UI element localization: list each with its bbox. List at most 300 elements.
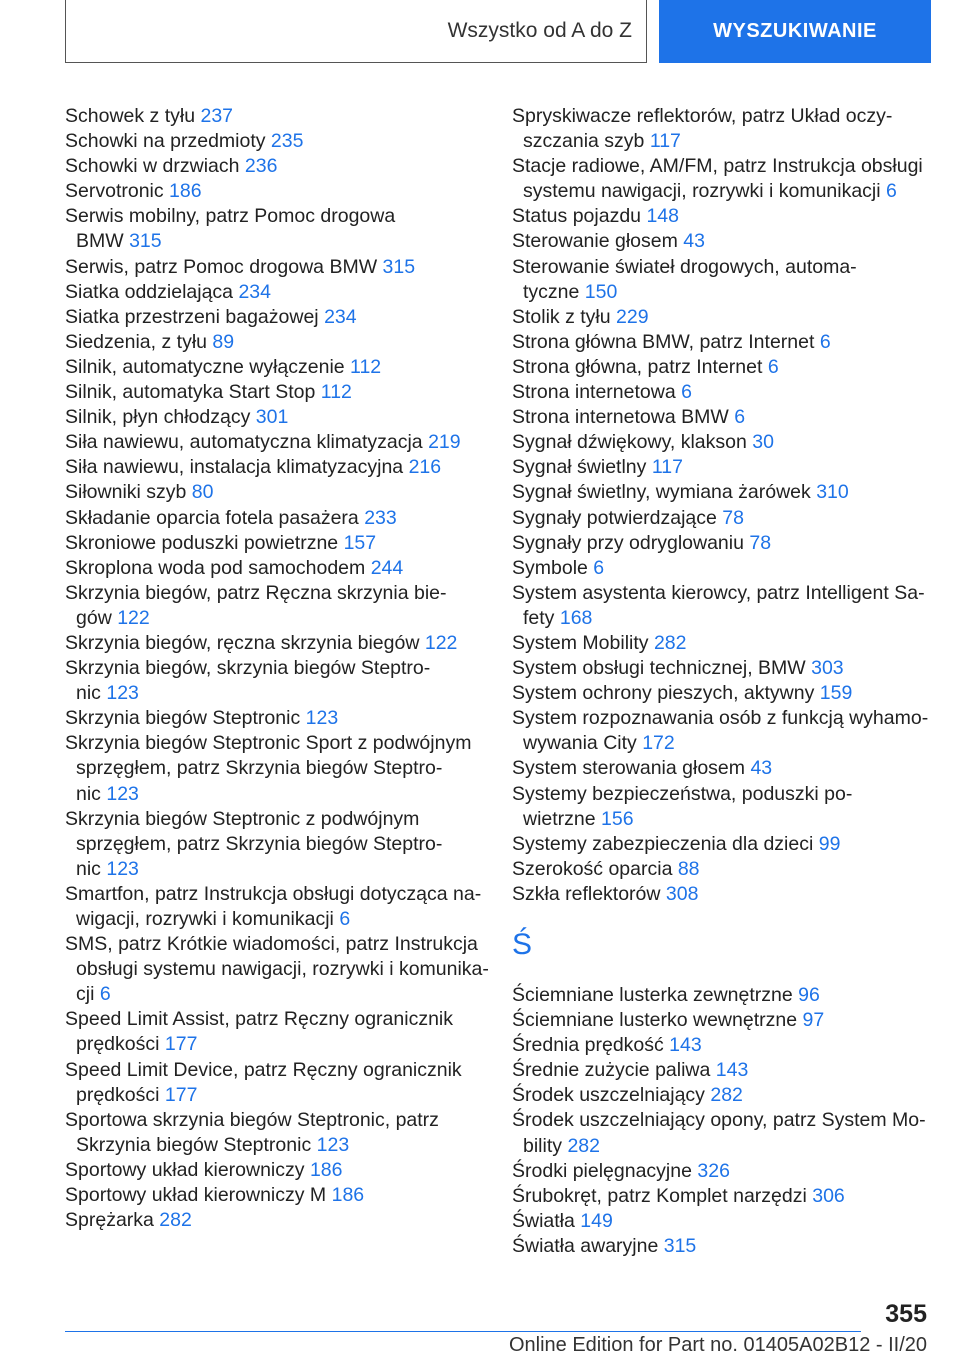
- index-entry-text: Siatka przestrzeni bagażowej: [65, 305, 325, 328]
- index-entry: [512, 983, 922, 1008]
- page-reference-link[interactable]: 236: [244, 155, 278, 178]
- index-entry: [512, 706, 929, 756]
- page-reference-link[interactable]: 159: [819, 682, 853, 705]
- index-entry: [512, 556, 922, 581]
- index-entry-text: System obsługi technicznej, BMW: [512, 657, 812, 680]
- index-entry-text: Szerokość oparcia: [512, 857, 678, 880]
- index-entry-line: [65, 832, 480, 857]
- page-reference-link[interactable]: 282: [567, 1134, 600, 1157]
- index-column-right: [512, 104, 929, 1259]
- index-column-left: [65, 104, 489, 1233]
- page-reference-link[interactable]: 235: [270, 130, 304, 153]
- index-entry: [512, 656, 922, 681]
- index-entry-text: Sportowa skrzynia biegów Steptronic, patrz: [65, 1108, 439, 1131]
- index-entry-line: [512, 581, 925, 606]
- index-entry: [512, 832, 922, 857]
- index-entry: [512, 1033, 922, 1058]
- index-entry-text: Sportowy układ kierowniczy: [65, 1158, 310, 1181]
- page-reference-link[interactable]: 157: [343, 531, 377, 554]
- page-reference-link[interactable]: 301: [255, 406, 289, 429]
- index-entry-line: [512, 832, 922, 857]
- header-tabs: [65, 0, 931, 63]
- index-entry-line: [65, 556, 480, 581]
- index-entry-text: Siła nawiewu, automatyczna klimatyzacja: [65, 431, 429, 454]
- index-entry: [512, 204, 922, 229]
- tab-search[interactable]: WYSZUKIWANIE: [659, 0, 931, 63]
- index-entry-text: Smartfon, patrz Instrukcja obsługi dotycząca na-: [65, 882, 482, 905]
- index-entry-text: Strona główna, patrz Internet: [512, 355, 768, 378]
- index-entry-line: [65, 229, 480, 254]
- index-entry-line: [512, 1108, 926, 1133]
- index-entry-line: [512, 706, 929, 731]
- index-entry-line: [65, 606, 480, 631]
- index-entry-line: [512, 1234, 922, 1259]
- index-entry-text: szczania szyb: [523, 130, 650, 153]
- index-entry: [65, 380, 480, 405]
- index-entry-line: [512, 104, 922, 129]
- page-reference-link[interactable]: 234: [238, 280, 271, 303]
- index-entry-line: [512, 556, 922, 581]
- index-entry-text: Sygnał świetlny, wymiana żarówek: [512, 481, 817, 504]
- index-entry-text: Światła: [512, 1209, 581, 1232]
- index-entry-text: sprzęgłem, patrz Skrzynia biegów Steptro-: [76, 757, 443, 780]
- index-entry-text: Sterowanie świateł drogowych, automa-: [512, 255, 857, 278]
- index-entry: [65, 1208, 480, 1233]
- index-entry-text: prędkości: [76, 1033, 165, 1056]
- index-entry-text: cji: [76, 983, 100, 1006]
- page-reference-link[interactable]: 303: [811, 657, 844, 680]
- index-entry-text: sprzęgłem, patrz Skrzynia biegów Steptro-: [76, 832, 443, 855]
- index-entry: [65, 255, 480, 280]
- page-reference-link[interactable]: 233: [364, 506, 397, 529]
- index-entry-line: [512, 405, 922, 430]
- page-reference-link[interactable]: 308: [665, 882, 699, 905]
- page-reference-link[interactable]: 89: [212, 330, 235, 353]
- index-entry-line: [512, 756, 922, 781]
- index-entry-line: [512, 807, 922, 832]
- index-entry-line: [512, 857, 922, 882]
- index-entry-text: System Mobility: [512, 631, 654, 654]
- index-entry: [65, 405, 480, 430]
- index-entry-line: [65, 480, 480, 505]
- index-entry-line: [512, 480, 922, 505]
- index-entry-text: System rozpoznawania osób z funkcją wyhamo-: [512, 707, 929, 730]
- page-reference-link[interactable]: 80: [191, 481, 214, 504]
- page-reference-link[interactable]: 244: [370, 556, 404, 579]
- index-entry: [65, 882, 480, 932]
- page-reference-link[interactable]: 177: [164, 1083, 198, 1106]
- index-entry-text: Skrzynia biegów, ręczna skrzynia biegów: [65, 631, 425, 654]
- index-entry-text: Siedzenia, z tyłu: [65, 330, 213, 353]
- page-reference-link[interactable]: 6: [734, 406, 746, 429]
- index-entry: [65, 280, 480, 305]
- page-reference-link[interactable]: 6: [767, 355, 779, 378]
- index-entry-line: [65, 330, 480, 355]
- index-entry-text: Skrzynia biegów Steptronic: [76, 1133, 317, 1156]
- index-entry-text: Strona internetowa: [512, 381, 682, 404]
- index-entry-line: [512, 681, 922, 706]
- index-entry-line: [65, 405, 480, 430]
- index-entry-text: Serwis, patrz Pomoc drogowa BMW: [65, 255, 383, 278]
- page-reference-link[interactable]: 6: [593, 556, 605, 579]
- index-entry-text: Stacje radiowe, AM/FM, patrz Instrukcja obsługi: [512, 155, 923, 178]
- index-entry: [65, 305, 480, 330]
- index-entry: [512, 1083, 922, 1108]
- index-entry-text: Skrzynia biegów Steptronic z podwójnym: [65, 807, 420, 830]
- index-entry: [512, 355, 922, 380]
- page-number: 355: [885, 1300, 927, 1328]
- page-reference-link[interactable]: 96: [798, 984, 820, 1006]
- index-entry-text: Systemy zabezpieczenia dla dzieci: [512, 832, 819, 855]
- index-entry-text: Siatka oddzielająca: [65, 280, 239, 303]
- page-reference-link[interactable]: 219: [428, 431, 461, 454]
- page-reference-link[interactable]: 315: [663, 1234, 697, 1257]
- index-entry-line: [65, 506, 480, 531]
- footer-divider: [65, 1331, 861, 1332]
- index-entry-text: nic: [76, 857, 107, 880]
- index-entry-line: [512, 1134, 922, 1159]
- tab-a-to-z[interactable]: Wszystko od A do Z: [65, 0, 647, 63]
- index-entry: [65, 1183, 480, 1208]
- index-entry: [65, 581, 480, 631]
- index-entry: [65, 154, 480, 179]
- index-entry-text: Środki pielęgnacyjne: [512, 1159, 698, 1182]
- index-entry-line: [512, 983, 922, 1008]
- page-reference-link[interactable]: 122: [117, 606, 150, 629]
- index-entry-text: Speed Limit Device, patrz Ręczny ogranicznik: [65, 1058, 462, 1081]
- index-entry-text: Systemy bezpieczeństwa, poduszki po-: [512, 782, 853, 805]
- index-entry-text: System sterowania głosem: [512, 757, 751, 780]
- index-entry-line: [512, 1159, 922, 1184]
- index-entry-text: Strona główna BMW, patrz Internet: [512, 330, 820, 353]
- index-entry: [512, 455, 922, 480]
- page-reference-link[interactable]: 30: [752, 431, 774, 454]
- index-entry-line: [512, 255, 922, 280]
- index-entry-text: Strona internetowa BMW: [512, 406, 735, 429]
- index-entry: [65, 355, 480, 380]
- index-entry-text: Speed Limit Assist, patrz Ręczny ogranicznik: [65, 1008, 454, 1031]
- index-entry-line: [512, 1083, 922, 1108]
- index-entry-text: Skrzynia biegów, skrzynia biegów Steptro-: [65, 657, 431, 680]
- page-reference-link[interactable]: 112: [320, 381, 352, 404]
- index-entry-text: systemu nawigacji, rozrywki i komunikacji: [523, 180, 887, 203]
- index-entry-text: Ściemniane lusterka zewnętrzne: [512, 984, 799, 1006]
- page-reference-link[interactable]: 177: [164, 1033, 198, 1056]
- index-entry-text: Serwis mobilny, patrz Pomoc drogowa: [65, 205, 396, 228]
- index-entry-line: [512, 531, 922, 556]
- index-entry: [512, 1209, 922, 1234]
- index-list-left: [65, 104, 489, 1233]
- page-reference-link[interactable]: 123: [305, 707, 339, 730]
- page-reference-link[interactable]: 306: [812, 1184, 845, 1207]
- index-entry-line: [512, 355, 922, 380]
- page-reference-link[interactable]: 216: [408, 456, 442, 479]
- index-entry-line: [65, 204, 480, 229]
- index-entry: [512, 782, 922, 832]
- page-reference-link[interactable]: 282: [159, 1209, 192, 1232]
- index-entry-text: wietrzne: [523, 807, 602, 830]
- index-entry-line: [65, 1032, 480, 1057]
- index-entry-line: [65, 430, 480, 455]
- page-reference-link[interactable]: 43: [750, 757, 773, 780]
- index-entry: [512, 104, 922, 154]
- index-entry: [65, 631, 480, 656]
- page-reference-link[interactable]: 88: [677, 857, 700, 880]
- index-entry-text: Średnia prędkość: [512, 1034, 670, 1057]
- page-reference-link[interactable]: 150: [584, 280, 618, 303]
- index-entry-text: Silnik, płyn chłodzący: [65, 406, 256, 429]
- index-entry: [65, 480, 480, 505]
- page-reference-link[interactable]: 282: [710, 1084, 743, 1107]
- page-reference-link[interactable]: 310: [816, 481, 849, 504]
- index-entry-line: [512, 631, 922, 656]
- page-reference-link[interactable]: 234: [324, 305, 357, 328]
- index-entry: [512, 857, 922, 882]
- index-entry-line: [65, 681, 480, 706]
- page-reference-link[interactable]: 6: [886, 180, 897, 203]
- index-entry-line: [65, 882, 480, 907]
- index-entry-text: Sygnał świetlny: [512, 456, 652, 479]
- section-letter: Ś: [512, 928, 533, 961]
- index-entry-line: [65, 731, 480, 756]
- page-reference-link[interactable]: 186: [169, 180, 202, 203]
- index-entry: [512, 1184, 922, 1209]
- index-entry-text: BMW: [76, 230, 130, 253]
- index-entry: [65, 1058, 480, 1108]
- page-reference-link[interactable]: 6: [339, 908, 351, 930]
- index-entry-text: Skroplona woda pod samochodem: [65, 556, 371, 579]
- index-entry-line: [512, 280, 922, 305]
- index-entry-line: [65, 179, 480, 204]
- index-entry: [512, 581, 925, 631]
- page-reference-link[interactable]: 229: [616, 305, 649, 328]
- index-entry-line: [65, 280, 480, 305]
- index-entry-text: Skrzynia biegów, patrz Ręczna skrzynia bie-: [65, 581, 447, 604]
- index-entry-text: Stolik z tyłu: [512, 305, 617, 328]
- page-reference-link[interactable]: 282: [653, 631, 687, 654]
- index-entry: [512, 631, 922, 656]
- index-entry: [512, 255, 922, 305]
- index-entry: [65, 204, 480, 254]
- index-entry-text: Sygnały przy odryglowaniu: [512, 531, 750, 554]
- page-reference-link[interactable]: 186: [331, 1184, 365, 1207]
- page-reference-link[interactable]: 172: [642, 732, 675, 755]
- index-entry-line: [65, 1007, 480, 1032]
- index-entry: [65, 179, 480, 204]
- index-entry-text: Składanie oparcia fotela pasażera: [65, 506, 365, 529]
- index-entry-line: [65, 631, 480, 656]
- index-entry: [65, 1158, 480, 1183]
- index-entry-line: [512, 380, 922, 405]
- index-entry-text: Skrzynia biegów Steptronic: [65, 707, 306, 730]
- index-entry: [65, 656, 480, 706]
- index-entry-text: Silnik, automatyka Start Stop: [65, 381, 321, 404]
- page-reference-link[interactable]: 123: [316, 1133, 350, 1156]
- index-entry-line: [65, 1058, 480, 1083]
- index-entry: [65, 807, 480, 882]
- index-entry-line: [65, 380, 480, 405]
- index-entry-line: [512, 229, 922, 254]
- index-entry-text: Ściemniane lusterko wewnętrzne: [512, 1009, 803, 1032]
- index-entry-text: SMS, patrz Krótkie wiadomości, patrz Instrukcja: [65, 933, 478, 956]
- index-entry-text: Światła awaryjne: [512, 1234, 664, 1257]
- index-entry-text: Sportowy układ kierowniczy M: [65, 1184, 332, 1207]
- index-entry-text: nic: [76, 682, 107, 705]
- page-reference-link[interactable]: 168: [559, 606, 593, 629]
- index-entry-line: [512, 1008, 922, 1033]
- index-entry-text: Szkła reflektorów: [512, 882, 666, 905]
- index-entry-line: [512, 330, 922, 355]
- index-entry-line: [512, 455, 922, 480]
- index-entry-text: Średnie zużycie paliwa: [512, 1059, 716, 1082]
- index-entry-text: wywania City: [523, 732, 643, 755]
- index-entry-text: Schowki na przedmioty: [65, 130, 271, 153]
- index-entry-line: [512, 782, 922, 807]
- index-entry: [65, 531, 480, 556]
- index-entry-text: tyczne: [523, 280, 585, 303]
- index-entry-text: fety: [523, 606, 560, 629]
- index-entry-line: [512, 1209, 922, 1234]
- page-reference-link[interactable]: 117: [651, 456, 683, 479]
- index-entry: [512, 531, 922, 556]
- index-entry-text: System asystenta kierowcy, patrz Intelligent Sa-: [512, 581, 925, 604]
- index-entry-text: Symbole: [512, 556, 594, 579]
- index-entry-text: Sprężarka: [65, 1209, 160, 1232]
- index-entry-line: [65, 1133, 480, 1158]
- index-entry-text: obsługi systemu nawigacji, rozrywki i komunika-: [76, 958, 489, 981]
- page-reference-link[interactable]: 143: [669, 1034, 702, 1057]
- page-reference-link[interactable]: 123: [106, 782, 139, 805]
- index-entry-text: Środek uszczelniający opony, patrz System Mo-: [512, 1109, 926, 1132]
- index-entry-line: [65, 104, 480, 129]
- page-reference-link[interactable]: 237: [200, 105, 234, 127]
- index-entry-line: [65, 857, 480, 882]
- index-entry-line: [512, 1058, 922, 1083]
- index-entry: [512, 154, 922, 204]
- index-entry: [512, 756, 922, 781]
- index-entry-line: [65, 756, 480, 781]
- index-entry-text: nic: [76, 782, 107, 805]
- index-list-section: [512, 983, 926, 1259]
- index-entry-line: [65, 907, 480, 932]
- page-reference-link[interactable]: 6: [99, 983, 111, 1006]
- index-entry-line: [65, 581, 480, 606]
- page-reference-link[interactable]: 78: [722, 506, 744, 529]
- index-entry-line: [512, 506, 922, 531]
- page-reference-link[interactable]: 43: [683, 230, 705, 253]
- footer-edition: Online Edition for Part no. 01405A02B12 - II/20: [508, 1334, 927, 1356]
- index-entry-line: [65, 807, 480, 832]
- index-entry: [65, 129, 480, 154]
- index-entry-text: prędkości: [76, 1083, 165, 1106]
- index-entry-line: [65, 932, 480, 957]
- index-entry-line: [512, 882, 922, 907]
- index-entry-text: Śrubokręt, patrz Komplet narzędzi: [512, 1184, 813, 1207]
- index-entry-text: Skrzynia biegów Steptronic Sport z podwójnym: [65, 732, 472, 755]
- index-entry-line: [65, 656, 480, 681]
- index-entry: [512, 882, 922, 907]
- index-entry: [512, 480, 922, 505]
- index-entry-line: [65, 305, 480, 330]
- index-entry-text: Servotronic: [65, 180, 170, 203]
- index-entry-line: [512, 179, 922, 204]
- index-entry: [512, 1008, 922, 1033]
- page-reference-link[interactable]: 6: [681, 381, 692, 404]
- index-entry-line: [512, 656, 922, 681]
- page-reference-link[interactable]: 123: [106, 857, 139, 880]
- index-entry-text: Skroniowe poduszki powietrzne: [65, 531, 344, 554]
- index-entry: [65, 932, 489, 1007]
- index-entry-text: Siłowniki szyb: [65, 481, 192, 504]
- index-entry-line: [65, 706, 480, 731]
- index-entry-text: Schowek z tyłu: [65, 105, 201, 127]
- index-entry-text: System ochrony pieszych, aktywny: [512, 682, 820, 705]
- page-reference-link[interactable]: 315: [382, 255, 416, 278]
- index-entry-line: [65, 1158, 480, 1183]
- index-entry: [512, 1058, 922, 1083]
- index-entry-text: Siła nawiewu, instalacja klimatyzacyjna: [65, 456, 409, 479]
- index-entry: [65, 506, 480, 531]
- page-reference-link[interactable]: 156: [601, 807, 634, 830]
- index-list-right: [512, 104, 929, 907]
- index-entry: [65, 1108, 480, 1158]
- index-entry-text: Status pojazdu: [512, 205, 647, 228]
- index-entry: [512, 380, 922, 405]
- page-reference-link[interactable]: 99: [818, 832, 841, 855]
- index-entry-line: [512, 154, 922, 179]
- index-entry-text: Sygnały potwierdzające: [512, 506, 723, 529]
- index-entry-line: [65, 1208, 480, 1233]
- page-reference-link[interactable]: 315: [129, 230, 162, 253]
- index-entry-text: Spryskiwacze reflektorów, patrz Układ oczy-: [512, 105, 893, 127]
- index-entry-line: [512, 204, 922, 229]
- page-reference-link[interactable]: 149: [580, 1209, 613, 1232]
- index-entry-line: [512, 1033, 922, 1058]
- index-entry-line: [512, 1184, 922, 1209]
- index-entry: [512, 405, 922, 430]
- index-entry: [512, 430, 922, 455]
- index-entry: [65, 455, 480, 480]
- index-entry-line: [65, 982, 480, 1007]
- index-entry-line: [65, 129, 480, 154]
- index-entry-text: Sterowanie głosem: [512, 230, 684, 253]
- page-reference-link[interactable]: 78: [749, 531, 772, 554]
- index-entry: [65, 706, 480, 731]
- page-reference-link[interactable]: 117: [649, 130, 681, 153]
- index-entry-line: [65, 455, 480, 480]
- index-entry-text: Środek uszczelniający: [512, 1084, 711, 1107]
- page-reference-link[interactable]: 6: [819, 330, 831, 353]
- page-reference-link[interactable]: 123: [106, 682, 139, 705]
- page-reference-link[interactable]: 97: [802, 1009, 825, 1032]
- index-entry-line: [65, 957, 489, 982]
- index-entry: [512, 305, 922, 330]
- index-entry: [65, 330, 480, 355]
- index-entry-line: [65, 355, 480, 380]
- index-entry: [65, 731, 480, 806]
- page-reference-link[interactable]: 326: [697, 1159, 730, 1182]
- page-reference-link[interactable]: 186: [309, 1158, 343, 1181]
- index-entry-text: gów: [76, 606, 118, 629]
- index-entry-line: [512, 731, 922, 756]
- index-entry-line: [512, 430, 922, 455]
- index-entry-text: Schowki w drzwiach: [65, 155, 245, 178]
- page-reference-link[interactable]: 143: [715, 1059, 749, 1082]
- page-reference-link[interactable]: 148: [646, 205, 679, 228]
- page-reference-link[interactable]: 112: [350, 355, 382, 378]
- page-reference-link[interactable]: 122: [424, 631, 458, 654]
- index-entry: [512, 1159, 922, 1184]
